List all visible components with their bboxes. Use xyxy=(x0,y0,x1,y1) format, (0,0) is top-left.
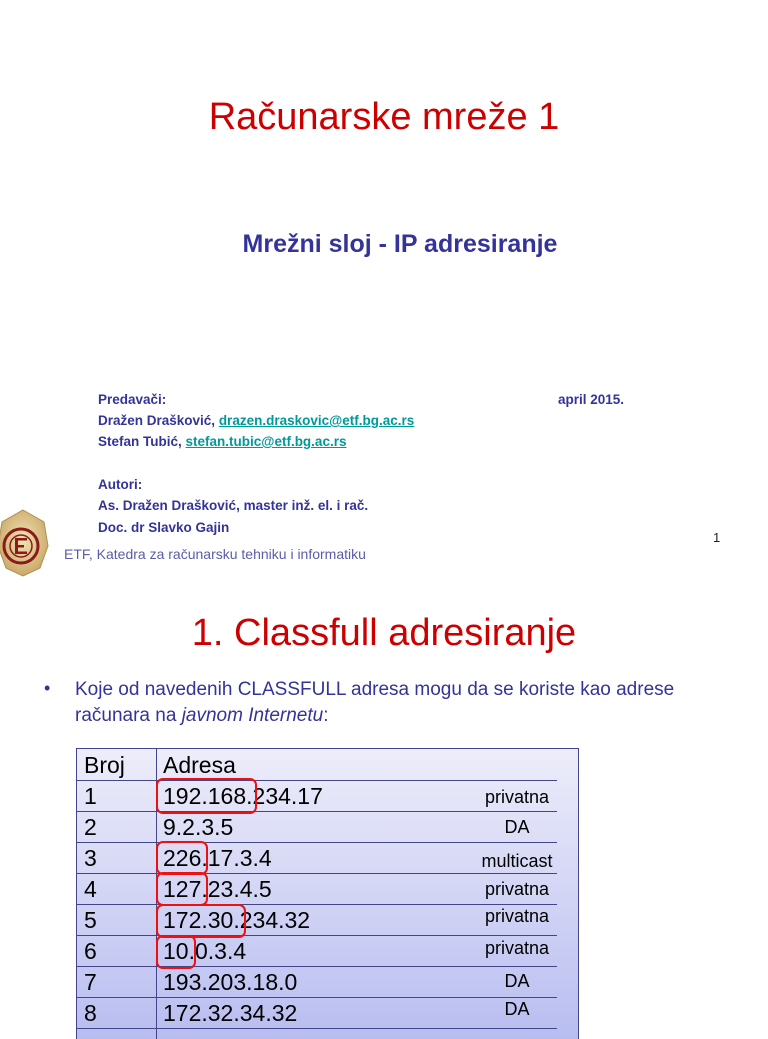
table-row xyxy=(77,935,557,967)
table-row xyxy=(77,997,557,1029)
header-broj: Broj xyxy=(84,752,125,778)
slide2-title: 1. Classfull adresiranje xyxy=(191,612,577,654)
row-number: 3 xyxy=(84,845,97,871)
row-note: DA xyxy=(504,999,530,1019)
row-note: privatna xyxy=(484,879,550,899)
address-table xyxy=(76,748,579,1039)
question-italic: javnom Internetu xyxy=(181,705,324,726)
row-number: 1 xyxy=(84,783,97,809)
table-row xyxy=(77,873,557,905)
row-note: privatna xyxy=(484,787,550,807)
slide1-subtitle: Mrežni sloj - IP adresiranje xyxy=(242,230,558,258)
row-note: DA xyxy=(504,817,530,837)
lecturer1-name: Dražen Drašković, xyxy=(98,413,219,428)
etf-logo-icon xyxy=(0,508,52,578)
table-row xyxy=(77,811,557,843)
row-address: 9.2.3.5 xyxy=(163,814,234,840)
network-part-highlight xyxy=(156,841,208,875)
row-address: 192.168.234.17 xyxy=(163,783,323,809)
lecturer2-line xyxy=(98,431,346,452)
lecturer1-email-link[interactable]: drazen.draskovic@etf.bg.ac.rs xyxy=(218,413,415,428)
row-number: 8 xyxy=(84,1000,97,1026)
page-number: 1 xyxy=(713,530,721,545)
authors-label: Autori: xyxy=(98,477,143,492)
row-note: privatna xyxy=(484,906,550,926)
network-part-highlight xyxy=(156,778,257,814)
network-part-highlight xyxy=(156,935,196,969)
row-number: 2 xyxy=(84,814,97,840)
question-end: : xyxy=(323,705,329,726)
author2: Doc. dr Slavko Gajin xyxy=(98,520,230,535)
network-part-highlight xyxy=(156,904,246,938)
lecturer1-line xyxy=(98,410,414,431)
row-address: 226.17.3.4 xyxy=(163,845,272,871)
row-address: 10.0.3.4 xyxy=(163,938,247,964)
row-address: 127.23.4.5 xyxy=(163,876,272,902)
row-note: multicast xyxy=(481,851,553,871)
lecturers-label: Predavači: xyxy=(98,392,167,407)
header-adresa: Adresa xyxy=(163,752,236,778)
row-note: privatna xyxy=(484,938,550,958)
row-address: 193.203.18.0 xyxy=(163,969,298,995)
row-number: 5 xyxy=(84,907,97,933)
row-note: DA xyxy=(504,971,530,991)
row-number: 4 xyxy=(84,876,97,902)
table-row xyxy=(77,904,557,936)
question-part1: Koje od navedenih CLASSFULL adresa mogu da se koriste kao adrese računara na xyxy=(75,679,675,726)
date: april 2015. xyxy=(558,392,625,407)
row-number: 6 xyxy=(84,938,97,964)
slide1-title: Računarske mreže 1 xyxy=(208,96,560,138)
table-row xyxy=(77,780,557,812)
row-number: 7 xyxy=(84,969,97,995)
row-address: 172.30.234.32 xyxy=(163,907,311,933)
network-part-highlight xyxy=(156,872,208,906)
author1: As. Dražen Drašković, master inž. el. i rač. xyxy=(98,498,369,513)
footer-text: ETF, Katedra za računarsku tehniku i informatiku xyxy=(64,546,366,562)
table-header-row xyxy=(77,749,557,781)
question-text xyxy=(75,677,705,729)
row-address: 172.32.34.32 xyxy=(163,1000,298,1026)
table-row xyxy=(77,842,557,874)
table-row xyxy=(77,966,557,998)
bullet-icon: • xyxy=(44,678,51,698)
lecturer2-email-link[interactable]: stefan.tubic@etf.bg.ac.rs xyxy=(185,434,347,449)
lecturer2-name: Stefan Tubić, xyxy=(98,434,186,449)
